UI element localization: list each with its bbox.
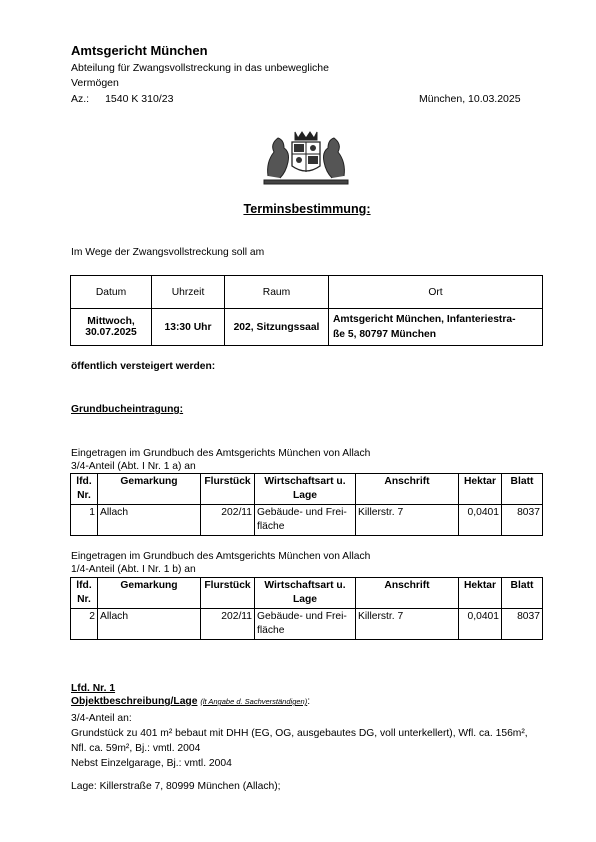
cell-wirtschaftsart [255,505,356,536]
case-number-value: 1540 K 310/23 [105,93,174,105]
grundbuch-table-2 [70,577,543,640]
header-anschrift: Anschrift [356,578,459,609]
document-title: Terminsbestimmung: [243,202,371,216]
cell-anschrift: Killerstr. 7 [356,505,459,536]
header-lfd-nr [71,474,98,505]
auction-statement: öffentlich versteigert werden: [71,361,216,372]
cell-wirtschaftsart-line2: fläche [257,521,285,532]
cell-gemarkung: Allach [98,609,201,640]
cell-hektar: 0,0401 [459,609,502,640]
header-flurstueck: Flurstück [201,578,255,609]
header-hektar: Hektar [459,474,502,505]
cell-wirtschaftsart-line1: Gebäude- und Frei- [257,507,347,518]
header-wirtschaftsart-line1: Wirtschaftsart u. [264,476,346,487]
cell-lfd-nr: 2 [71,609,98,640]
grundbuch-heading: Grundbucheintragung: [71,404,184,415]
header-nr: Nr. [77,594,91,605]
table-row [71,609,543,640]
description-line2: Grundstück zu 401 m² bebaut mit DHH (EG, OG, ausgebautes DG, voll unterkellert), Wfl. ca. 156m², Nfl. ca. 59m², Bj.: vmtl. 2004 [71,728,528,754]
header-wirtschaftsart [255,474,356,505]
header-blatt: Blatt [502,474,543,505]
table-header-row [71,578,543,609]
header-gemarkung: Gemarkung [98,474,201,505]
header-lfd-nr [71,578,98,609]
cell-hektar: 0,0401 [459,505,502,536]
cell-flurstueck: 202/11 [201,609,255,640]
grundbuch-2-line2: 1/4-Anteil (Abt. I Nr. 1 b) an [71,564,196,575]
cell-flurstueck: 202/11 [201,505,255,536]
header-wirtschaftsart-line2: Lage [292,490,318,501]
termin-place-line2: ße 5, 80797 München [333,329,437,340]
header-lfd: lfd. [76,580,92,591]
grundbuch-1-line1: Eingetragen im Grundbuch des Amtsgerichts München von Allach [71,448,371,459]
header-flurstueck: Flurstück [201,474,255,505]
grundbuch-table-1 [70,473,543,536]
header-hektar: Hektar [459,578,502,609]
table-header-row [71,276,543,309]
cell-gemarkung: Allach [98,505,201,536]
termin-date [71,309,152,346]
cell-blatt: 8037 [502,505,543,536]
header-nr: Nr. [77,490,91,501]
header-gemarkung: Gemarkung [98,578,201,609]
termin-place-line1: Amtsgericht München, Infanteriestra- [333,314,516,325]
header-lfd: lfd. [76,476,92,487]
table-row [71,309,543,346]
header-uhrzeit: Uhrzeit [152,276,225,309]
termin-room: 202, Sitzungssaal [225,309,329,346]
description-line3: Nebst Einzelgarage, Bj.: vmtl. 2004 [71,758,232,769]
cell-anschrift: Killerstr. 7 [356,609,459,640]
header-datum: Datum [71,276,152,309]
header-wirtschaftsart [255,578,356,609]
case-number-label: Az.: [71,93,90,105]
termin-place [329,309,543,346]
objektbeschreibung-heading [71,696,310,707]
intro-text: Im Wege der Zwangsvollstreckung soll am [71,247,265,258]
header-ort: Ort [329,276,543,309]
bavarian-coat-of-arms-icon [262,126,350,186]
table-row [71,505,543,536]
description-line1: 3/4-Anteil an: [71,713,132,724]
cell-blatt: 8037 [502,609,543,640]
termin-time: 13:30 Uhr [152,309,225,346]
place-date: München, 10.03.2025 [419,93,521,105]
lfd-nr-heading: Lfd. Nr. 1 [71,683,116,694]
header-blatt: Blatt [502,578,543,609]
cell-lfd-nr: 1 [71,505,98,536]
header-wirtschaftsart-line1: Wirtschaftsart u. [264,580,346,591]
objektbeschreibung-note: (lt Angabe d. Sachverständigen) [200,697,308,706]
grundbuch-2-line1: Eingetragen im Grundbuch des Amtsgerichts München von Allach [71,551,371,562]
object-description [71,711,541,771]
court-name: Amtsgericht München [71,43,208,58]
cell-wirtschaftsart [255,609,356,640]
termin-table [70,275,543,346]
header-wirtschaftsart-line2: Lage [292,594,318,605]
cell-wirtschaftsart-line1: Gebäude- und Frei- [257,611,347,622]
case-number [71,93,173,105]
grundbuch-1-line2: 3/4-Anteil (Abt. I Nr. 1 a) an [71,461,196,472]
objektbeschreibung-title: Objektbeschreibung/Lage [71,696,198,707]
cell-wirtschaftsart-line2: fläche [257,625,285,636]
table-header-row [71,474,543,505]
header-raum: Raum [225,276,329,309]
termin-date-value: 30.07.2025 [85,327,137,338]
termin-date-weekday: Mittwoch, [87,316,135,327]
location-line: Lage: Killerstraße 7, 80999 München (Allach); [71,781,281,792]
department: Abteilung für Zwangsvollstreckung in das unbewegliche Vermögen [71,62,329,89]
header-anschrift: Anschrift [356,474,459,505]
objektbeschreibung-colon: : [307,696,311,707]
